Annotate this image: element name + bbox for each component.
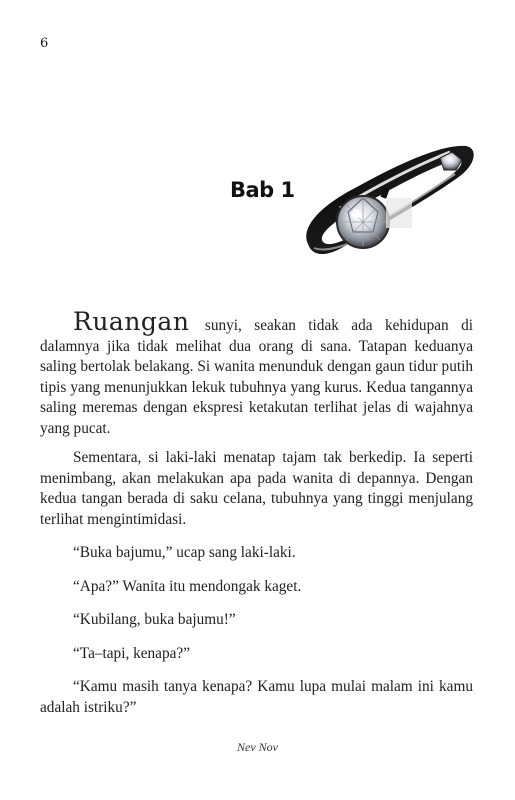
chapter-body [40,307,473,718]
paragraph-2: Sementara, si laki-laki menatap tajam tak berkedip. Ia seperti menimbang, akan melakukan apa pada wanita di depannya. Dengan kedua tangan berada di saku celana, tubuhnya yang tinggi menjulang terlihat mengintimidasi. [40,449,473,528]
opening-word: Ruangan [73,307,190,336]
dialogue-line-2: “Apa?” Wanita itu mendongak kaget. [73,577,302,595]
dialogue-line-4: “Ta–tapi, kenapa?” [73,644,190,662]
page-number: 6 [40,36,49,51]
paragraph-1 [40,307,473,439]
author-footer: Nev Nov [237,740,278,754]
dialogue-line-1: “Buka bajumu,” ucap sang laki-laki. [73,544,296,561]
chapter-title: Bab 1 [230,178,295,202]
dialogue-line-3: “Kubilang, buka bajumu!” [73,611,236,628]
dialogue-line-5: “Kamu masih tanya kenapa? Kamu lupa mulai malam ini kamu adalah istriku?” [40,678,473,716]
paragraph-1-text: sunyi, seakan tidak ada kehidupan di dalamnya jika tidak melihat dua orang di sana. Tatapan keduanya saling bertolak belakang. Si wanita menunduk dengan gaun tidur putih tipis yang menunjukkan lekuk tubuhnya yang kurus. Kedua tangannya saling meremas dengan ekspresi ketakutan terlihat jelas di wajahnya yang pucat. [40,317,473,437]
diamond-ring-icon [300,136,478,268]
